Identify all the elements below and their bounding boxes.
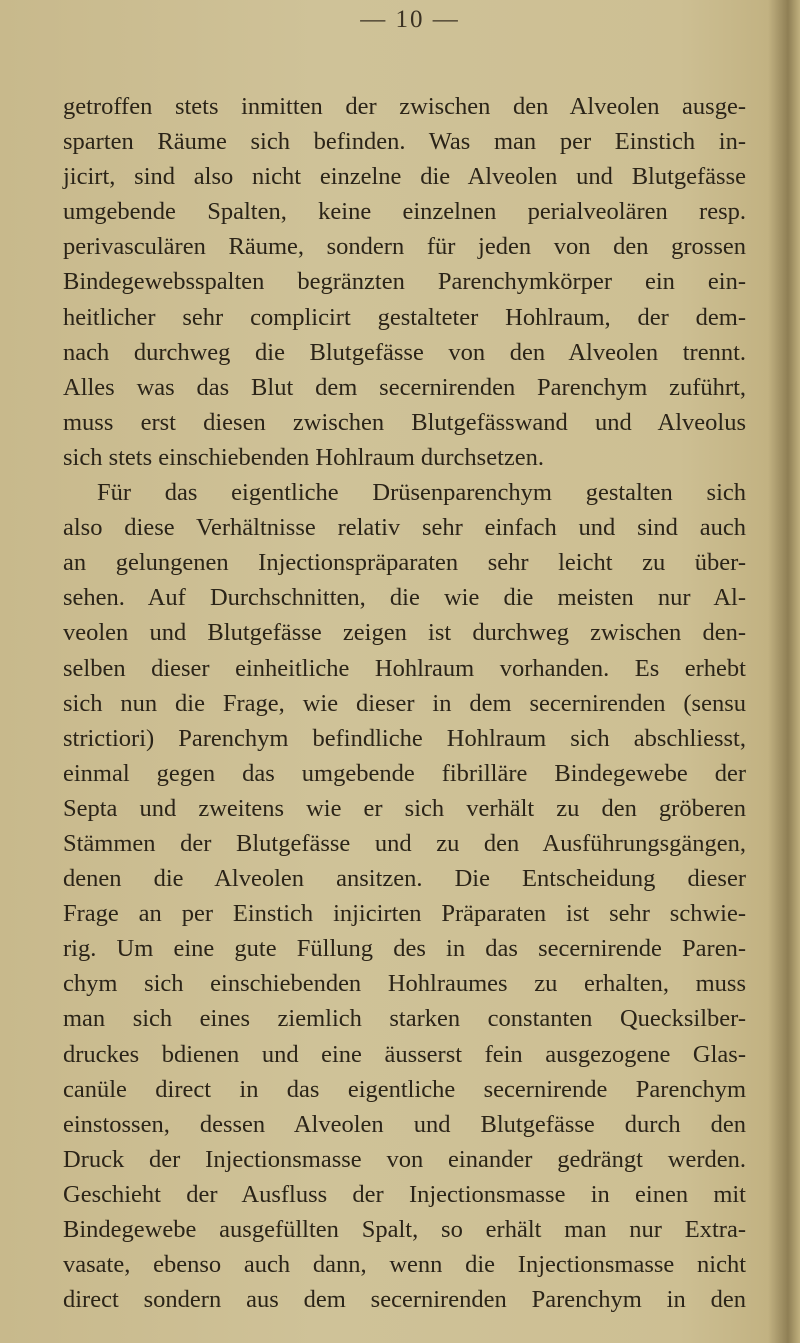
page-number-header: — 10 — bbox=[360, 6, 460, 33]
text-line: Geschieht der Ausfluss der Injectionsmasse in einen mit bbox=[63, 1180, 746, 1208]
text-line: man sich eines ziemlich starken constanten Quecksilber- bbox=[63, 1005, 746, 1033]
text-line: sich nun die Frage, wie dieser in dem secernirenden (sensu bbox=[63, 689, 746, 717]
text-line: perivasculären Räume, sondern für jeden von den grossen bbox=[63, 233, 746, 261]
text-line: Stämmen der Blutgefässe und zu den Ausführungsgängen, bbox=[63, 829, 746, 857]
text-line: heitlicher sehr complicirt gestalteter Hohlraum, der dem- bbox=[63, 303, 746, 331]
text-line: sich stets einschiebenden Hohlraum durchsetzen. bbox=[63, 443, 545, 471]
text-line: Alles was das Blut dem secernirenden Parenchym zuführt, bbox=[63, 373, 746, 401]
text-line: jicirt, sind also nicht einzelne die Alveolen und Blutgefässe bbox=[63, 163, 746, 191]
text-line: veolen und Blutgefässe zeigen ist durchweg zwischen den- bbox=[63, 619, 746, 647]
text-line: getroffen stets inmitten der zwischen den Alveolen ausge- bbox=[63, 93, 746, 120]
text-line: strictiori) Parenchym befindliche Hohlraum sich abschliesst, bbox=[63, 724, 746, 752]
text-line: vasate, ebenso auch dann, wenn die Injectionsmasse nicht bbox=[63, 1251, 746, 1279]
text-line: Für das eigentliche Drüsenparenchym gestalten sich bbox=[97, 479, 746, 507]
text-line: chym sich einschiebenden Hohlraumes zu erhalten, muss bbox=[63, 970, 746, 998]
text-line: Frage an per Einstich injicirten Präparaten ist sehr schwie- bbox=[63, 900, 746, 928]
text-line: Bindegewebe ausgefüllten Spalt, so erhält man nur Extra- bbox=[63, 1216, 746, 1243]
text-line: rig. Um eine gute Füllung des in das secernirende Paren- bbox=[63, 935, 746, 963]
text-line: druckes bdienen und eine äusserst fein ausgezogene Glas- bbox=[63, 1040, 746, 1068]
text-line: umgebende Spalten, keine einzelnen perialveolären resp. bbox=[63, 198, 746, 226]
text-line: Bindegewebsspalten begränzten Parenchymkörper ein ein- bbox=[63, 268, 746, 296]
text-line: canüle direct in das eigentliche secernirende Parenchym bbox=[63, 1075, 746, 1103]
text-line: selben dieser einheitliche Hohlraum vorhanden. Es erhebt bbox=[63, 654, 746, 682]
text-line: nach durchweg die Blutgefässe von den Alveolen trennt. bbox=[63, 338, 746, 366]
text-line: Druck der Injectionsmasse von einander gedrängt werden. bbox=[63, 1145, 746, 1173]
text-line: Septa und zweitens wie er sich verhält zu den gröberen bbox=[63, 794, 746, 822]
text-line: direct sondern aus dem secernirenden Parenchym in den bbox=[63, 1286, 746, 1314]
text-line: muss erst diesen zwischen Blutgefässwand und Alveolus bbox=[63, 408, 746, 436]
text-line: einmal gegen das umgebende fibrilläre Bindegewebe der bbox=[63, 759, 746, 787]
text-line: denen die Alveolen ansitzen. Die Entscheidung dieser bbox=[63, 865, 746, 893]
text-line: an gelungenen Injectionspräparaten sehr leicht zu über- bbox=[63, 549, 746, 577]
body-text bbox=[63, 89, 746, 1317]
text-line: also diese Verhältnisse relativ sehr einfach und sind auch bbox=[63, 514, 746, 542]
text-line: einstossen, dessen Alveolen und Blutgefässe durch den bbox=[63, 1110, 746, 1138]
text-line: sehen. Auf Durchschnitten, die wie die meisten nur Al- bbox=[63, 584, 746, 612]
text-line: sparten Räume sich befinden. Was man per Einstich in- bbox=[63, 128, 746, 156]
